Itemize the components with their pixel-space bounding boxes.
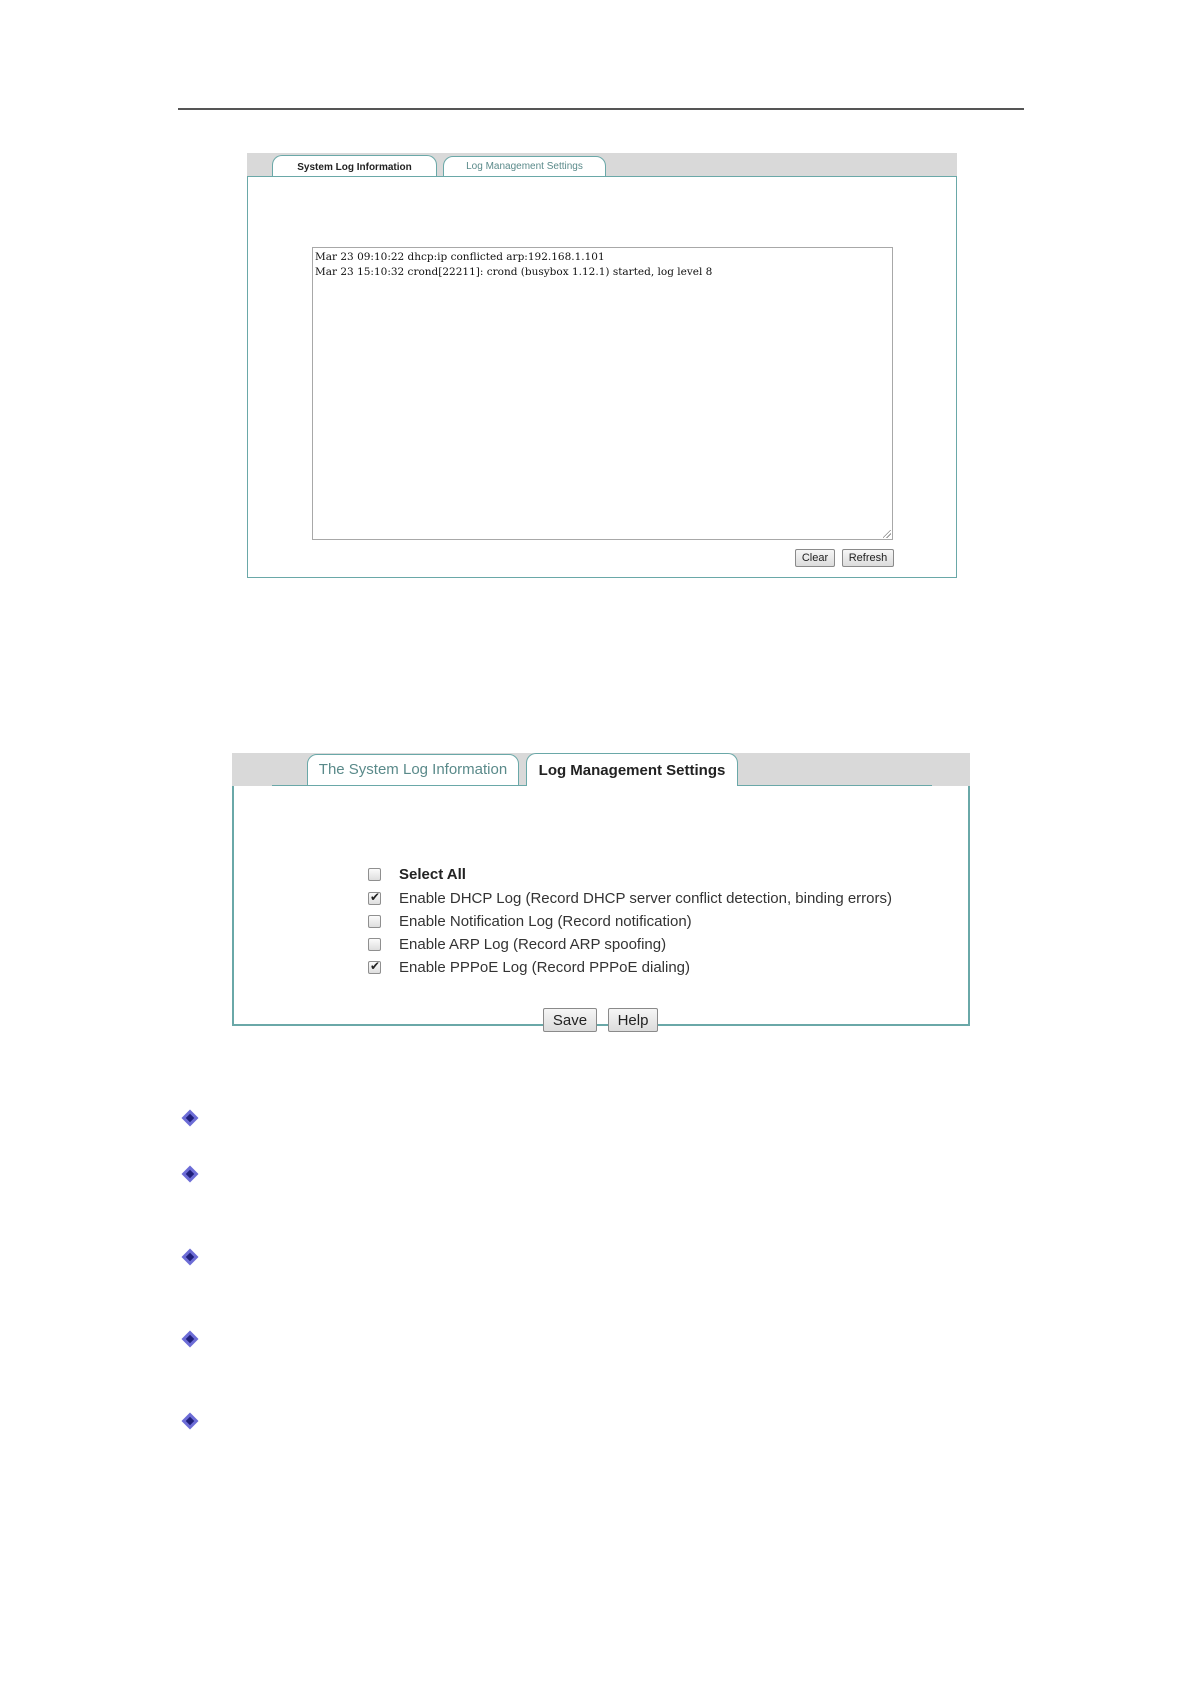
tab-strip xyxy=(247,153,957,177)
tab-system-log-information[interactable]: System Log Information xyxy=(272,155,437,178)
tab-system-log-information[interactable]: The System Log Information xyxy=(307,754,519,786)
diamond-bullet-icon xyxy=(181,1248,199,1266)
clear-button[interactable]: Clear xyxy=(795,549,835,567)
system-log-panel xyxy=(247,153,957,578)
system-log-body xyxy=(247,176,957,578)
save-button[interactable]: Save xyxy=(543,1008,597,1032)
select-all-checkbox[interactable] xyxy=(368,868,381,881)
system-log-textarea[interactable] xyxy=(312,247,893,540)
log-line: Mar 23 15:10:32 crond[22211]: crond (busybox 1.12.1) started, log level 8 xyxy=(315,266,713,278)
notification-log-checkbox[interactable] xyxy=(368,915,381,928)
diamond-bullet-icon xyxy=(181,1165,199,1183)
dhcp-log-checkbox[interactable] xyxy=(368,892,381,905)
check-icon: ✔ xyxy=(370,890,381,904)
pppoe-log-checkbox[interactable] xyxy=(368,961,381,974)
check-icon: ✔ xyxy=(370,959,381,973)
diamond-bullet-icon xyxy=(181,1109,199,1127)
refresh-button[interactable]: Refresh xyxy=(842,549,894,567)
log-settings-panel xyxy=(232,753,970,1029)
option-label: Enable PPPoE Log (Record PPPoE dialing) xyxy=(399,959,691,976)
tab-log-management-settings[interactable]: Log Management Settings xyxy=(526,753,738,787)
tab-log-management-settings[interactable]: Log Management Settings xyxy=(443,156,606,177)
page-header-rule xyxy=(178,108,1024,110)
help-button[interactable]: Help xyxy=(608,1008,658,1032)
tab-strip xyxy=(232,753,970,786)
arp-log-checkbox[interactable] xyxy=(368,938,381,951)
option-label: Enable Notification Log (Record notification) xyxy=(399,913,692,930)
log-line: Mar 23 09:10:22 dhcp:ip conflicted arp:192.168.1.101 xyxy=(315,251,605,263)
resize-grip-icon[interactable] xyxy=(883,530,891,538)
option-label: Select All xyxy=(399,866,466,883)
diamond-bullet-icon xyxy=(181,1412,199,1430)
diamond-bullet-icon xyxy=(181,1330,199,1348)
log-settings-body xyxy=(232,786,970,1029)
option-label: Enable ARP Log (Record ARP spoofing) xyxy=(399,936,667,953)
option-label: Enable DHCP Log (Record DHCP server conflict detection, binding errors) xyxy=(399,890,893,907)
